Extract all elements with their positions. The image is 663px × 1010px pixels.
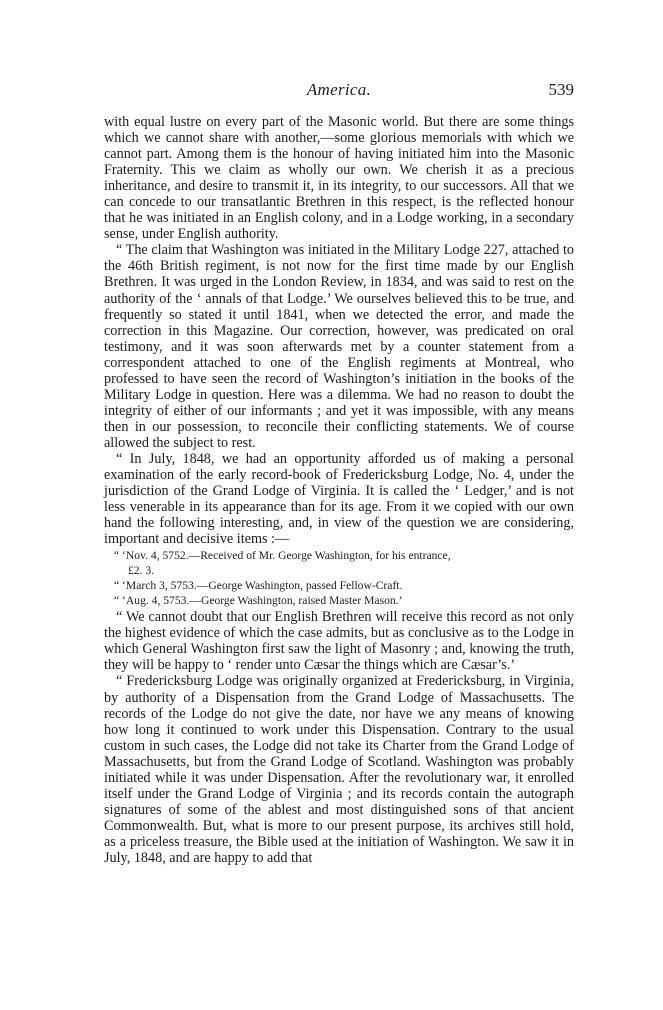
- running-head: [104, 80, 574, 104]
- paragraph-ledger: “ In July, 1848, we had an opportunity afforded us of making a personal examination of the early record-book of Fredericksburg Lodge, No. 4, under the jurisdiction of the Grand Lodge of Virginia. It is called the ‘ Ledger,’ and is not less venerable in its appearance than for its age. From it we copied with our own hand the following interesting, and, in view of the question we are considering, important and decisive items :—: [104, 450, 574, 548]
- page-number: 539: [548, 80, 574, 99]
- body-text: [104, 114, 574, 866]
- record-master-mason: “ ‘Aug. 4, 5753.—George Washington, raised Master Mason.’: [114, 594, 403, 608]
- record-entrance: “ ‘Nov. 4, 5752.—Received of Mr. George Washington, for his entrance,: [114, 549, 451, 563]
- running-title: America.: [306, 80, 372, 99]
- record-fellow-craft: “ ‘March 3, 5753.—George Washington, passed Fellow-Craft.: [114, 579, 403, 593]
- paragraph-conclusive: “ We cannot doubt that our English Brethren will receive this record as not only the highest evidence of which the case admits, but as conclusive as to the Lodge in which General Washington first saw the light of Masonry ; and, knowing the truth, they will be happy to ‘ render unto Cæsar the things which are Cæsar’s.’: [104, 609, 574, 674]
- paragraph-military-lodge: “ The claim that Washington was initiated in the Military Lodge 227, attached to the 46th British regiment, is not now for the first time made by our English Brethren. It was urged in the London Review, in 1834, and was said to rest on the authority of the ‘ annals of that Lodge.’ We ourselves believed this to be true, and frequently so stated it until 1841, when we detected the error, and made the correction in this Magazine. Our correction, however, was predicated on oral testimony, and it was soon afterwards met by a counter statement from a correspondent attached to one of the English regiments at Montreal, who professed to have seen the record of Washington’s initiation in the books of the Military Lodge in question. Here was a dilemma. We had no reason to doubt the integrity of either of our informants ; and yet it was impossible, with any means then in our possession, to reconcile their conflicting statements. We of course allowed the subject to rest.: [104, 242, 574, 451]
- paragraph-continued: with equal lustre on every part of the Masonic world. But there are some things which we cannot share with another,—some glorious memorials with which we cannot part. Among them is the honour of having initiated him into the Masonic Fraternity. This we claim as wholly our own. We cherish it as a precious inheritance, and desire to transmit it, in its integrity, to our successors. All that we can concede to our transatlantic Brethren in this respect, is the reflected honour that he was initiated in an English colony, and in a Lodge working, in a secondary sense, under English authority.: [104, 114, 574, 243]
- record-entrance-fee: £2. 3.: [128, 564, 155, 578]
- ledger-records: [104, 548, 574, 608]
- paragraph-fredericksburg: “ Fredericksburg Lodge was originally organized at Fredericksburg, in Virginia, by authority of a Dispensation from the Grand Lodge of Massachusetts. The records of the Lodge do not give the date, nor have we any means of knowing how long it continued to work under this Dispensation. Contrary to the usual custom in such cases, the Lodge did not take its Charter from the Grand Lodge of Massachusetts, but from the Grand Lodge of Scotland. Washington was probably initiated while it was under Dispensation. After the revolutionary war, it enrolled itself under the Grand Lodge of Virginia ; and its records contain the autograph signatures of some of the ablest and most distinguished sons of that ancient Commonwealth. But, what is more to our present purpose, its archives still hold, as a priceless treasure, the Bible used at the initiation of Washington. We saw it in July, 1848, and are happy to add that: [104, 673, 574, 866]
